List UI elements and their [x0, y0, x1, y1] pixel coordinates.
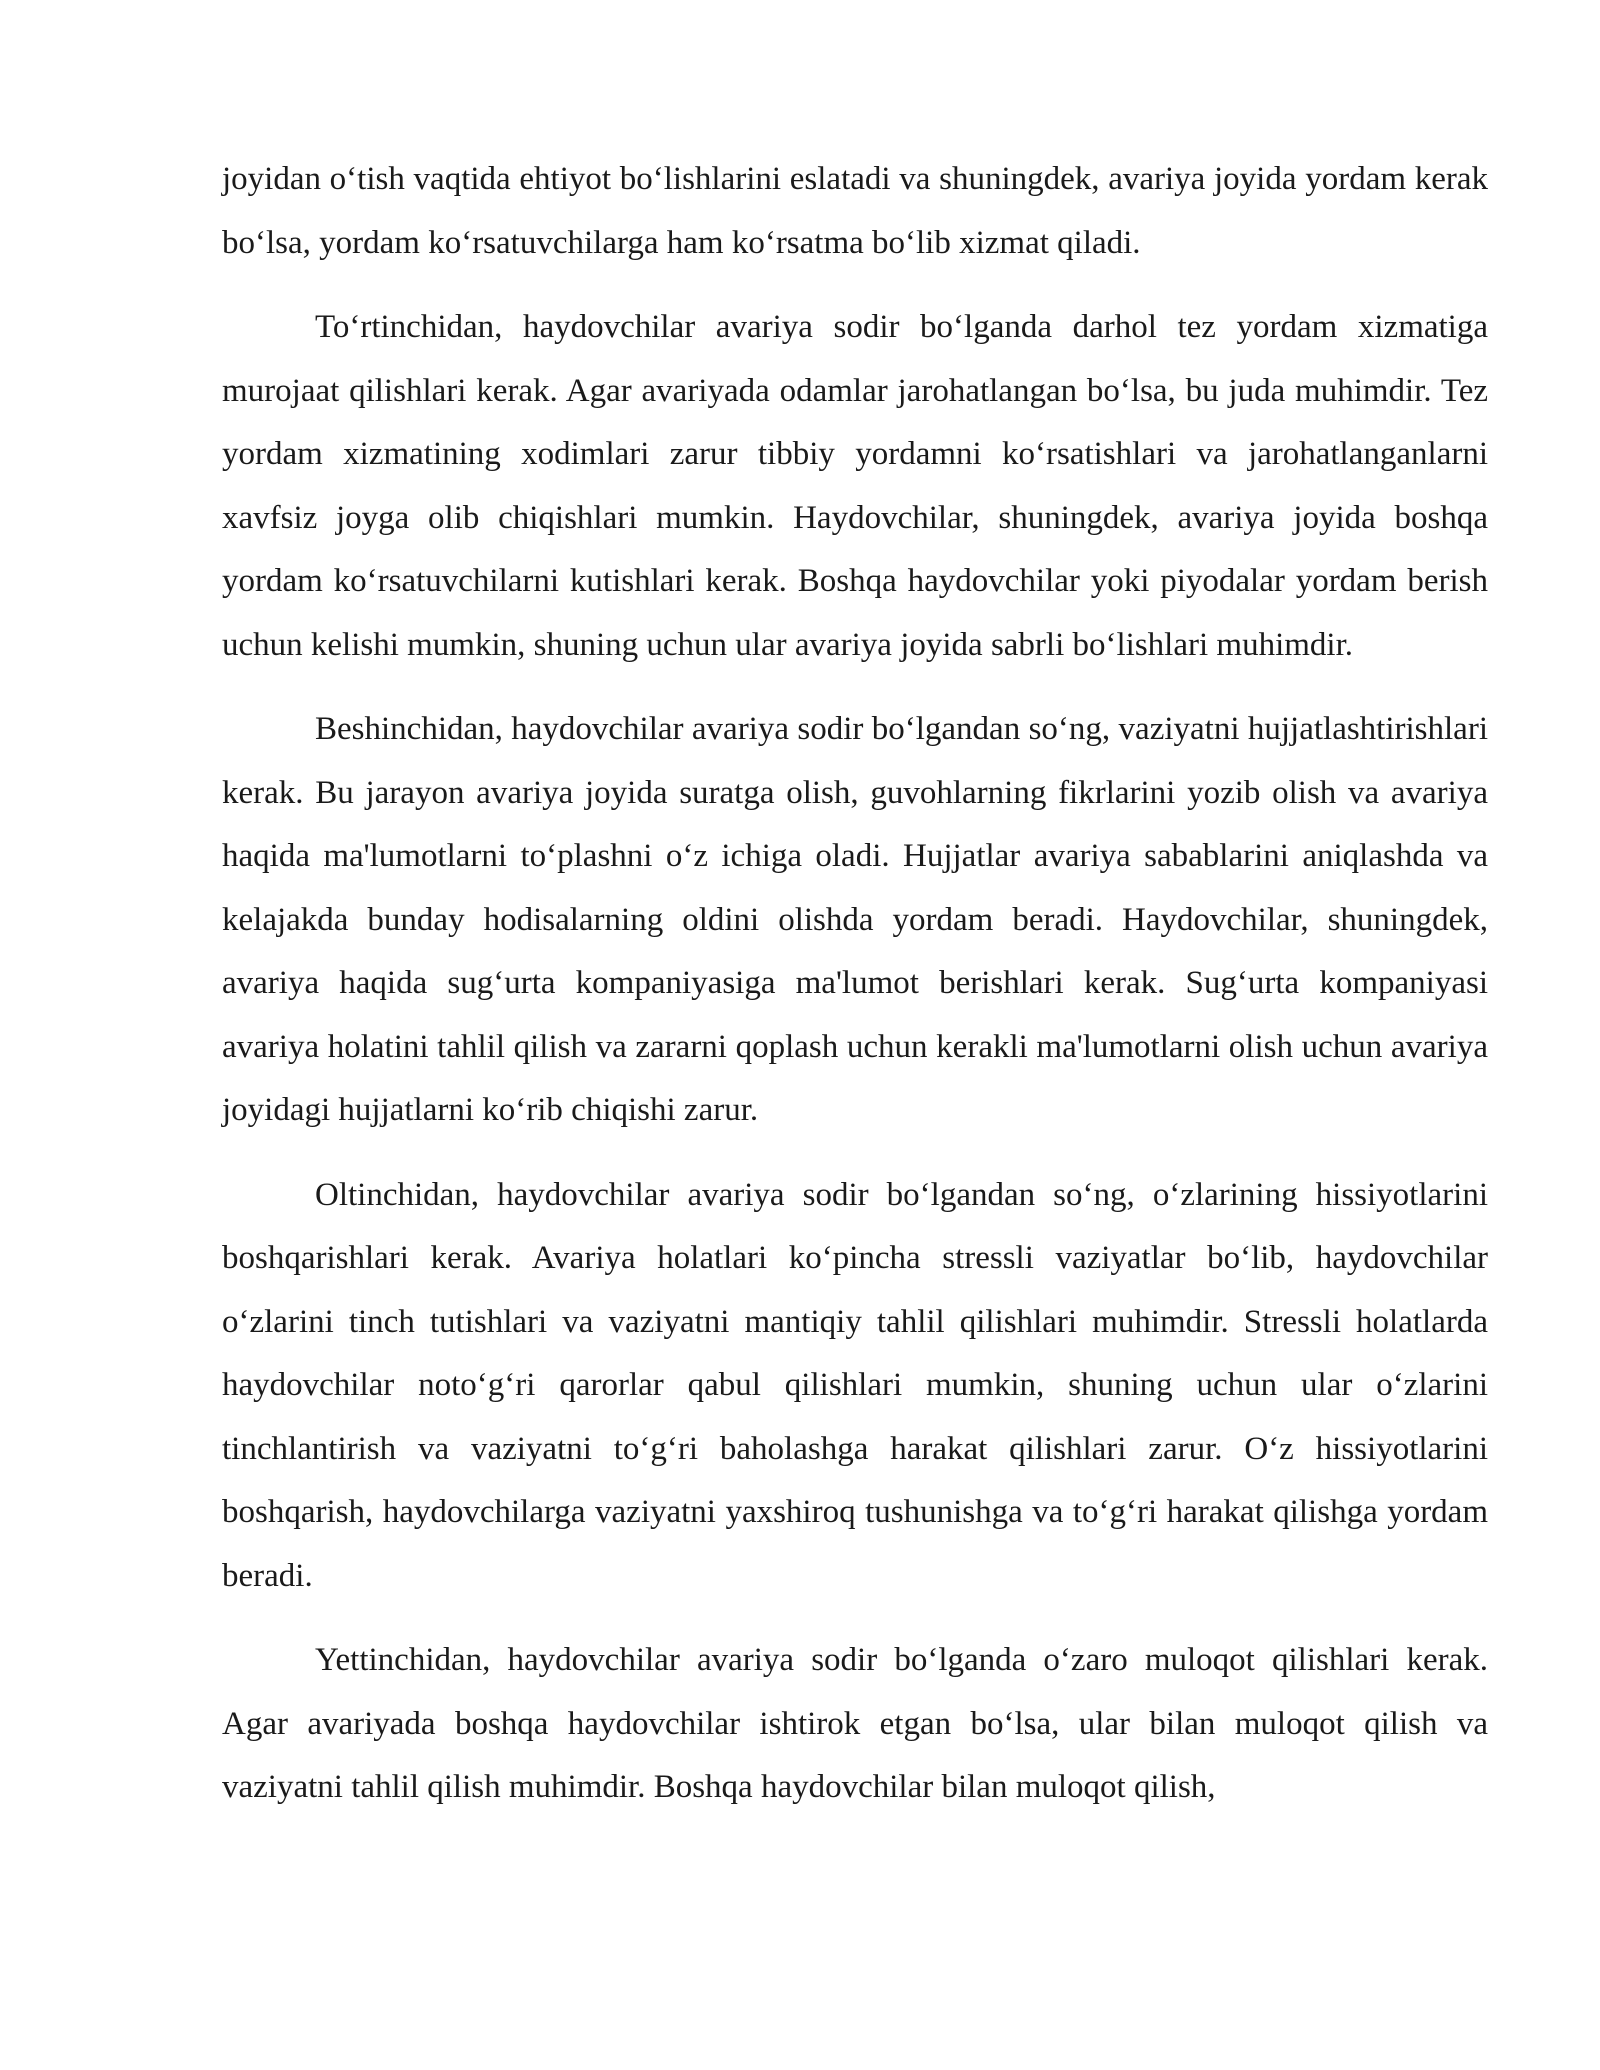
paragraph-4: Oltinchidan, haydovchilar avariya sodir bo‘lgandan so‘ng, o‘zlarining hissiyotlarini boshqarishlari kerak. Avariya holatlari ko‘pincha stressli vaziyatlar bo‘lib, haydovchilar o‘zlarini tinch tutishlari va vaziyatni mantiqiy tahlil qilishlari muhimdir. Stressli holatlarda haydovchilar noto‘g‘ri qarorlar qabul qilishlari mumkin, shuning uchun ular o‘zlarini tinchlantirish va vaziyatni to‘g‘ri baholashga harakat qilishlari zarur. O‘z hissiyotlarini boshqarish, haydovchilarga vaziyatni yaxshiroq tushunishga va to‘g‘ri harakat qilishga yordam beradi.: [222, 1176, 1488, 1594]
paragraph-5: Yettinchidan, haydovchilar avariya sodir bo‘lganda o‘zaro muloqot qilishlari kerak. Agar avariyada boshqa haydovchilar ishtirok etgan bo‘lsa, ular bilan muloqot qilish va vaziyatni tahlil qilish muhimdir. Boshqa haydovchilar bilan muloqot qilish,: [222, 1642, 1488, 1805]
document-body: [222, 148, 1488, 1841]
paragraph-3: Beshinchidan, haydovchilar avariya sodir bo‘lgandan so‘ng, vaziyatni hujjatlashtirishlari kerak. Bu jarayon avariya joyida suratga olish, guvohlarning fikrlarini yozib olish va avariya haqida ma'lumotlarni to‘plashni o‘z ichiga oladi. Hujjatlar avariya sabablarini aniqlashda va kelajakda bunday hodisalarning oldini olishda yordam beradi. Haydovchilar, shuningdek, avariya haqida sug‘urta kompaniyasiga ma'lumot berishlari kerak. Sug‘urta kompaniyasi avariya holatini tahlil qilish va zararni qoplash uchun kerakli ma'lumotlarni olish uchun avariya joyidagi hujjatlarni ko‘rib chiqishi zarur.: [222, 711, 1488, 1128]
paragraph-2: To‘rtinchidan, haydovchilar avariya sodir bo‘lganda darhol tez yordam xizmatiga murojaat qilishlari kerak. Agar avariyada odamlar jarohatlangan bo‘lsa, bu juda muhimdir. Tez yordam xizmatining xodimlari zarur tibbiy yordamni ko‘rsatishlari va jarohatlanganlarni xavfsiz joyga olib chiqishlari mumkin. Haydovchilar, shuningdek, avariya joyida boshqa yordam ko‘rsatuvchilarni kutishlari kerak. Boshqa haydovchilar yoki piyodalar yordam berish uchun kelishi mumkin, shuning uchun ular avariya joyida sabrli bo‘lishlari muhimdir.: [222, 309, 1488, 663]
paragraph-1: joyidan o‘tish vaqtida ehtiyot bo‘lishlarini eslatadi va shuningdek, avariya joyida yordam kerak bo‘lsa, yordam ko‘rsatuvchilarga ham ko‘rsatma bo‘lib xizmat qiladi.: [222, 161, 1488, 261]
